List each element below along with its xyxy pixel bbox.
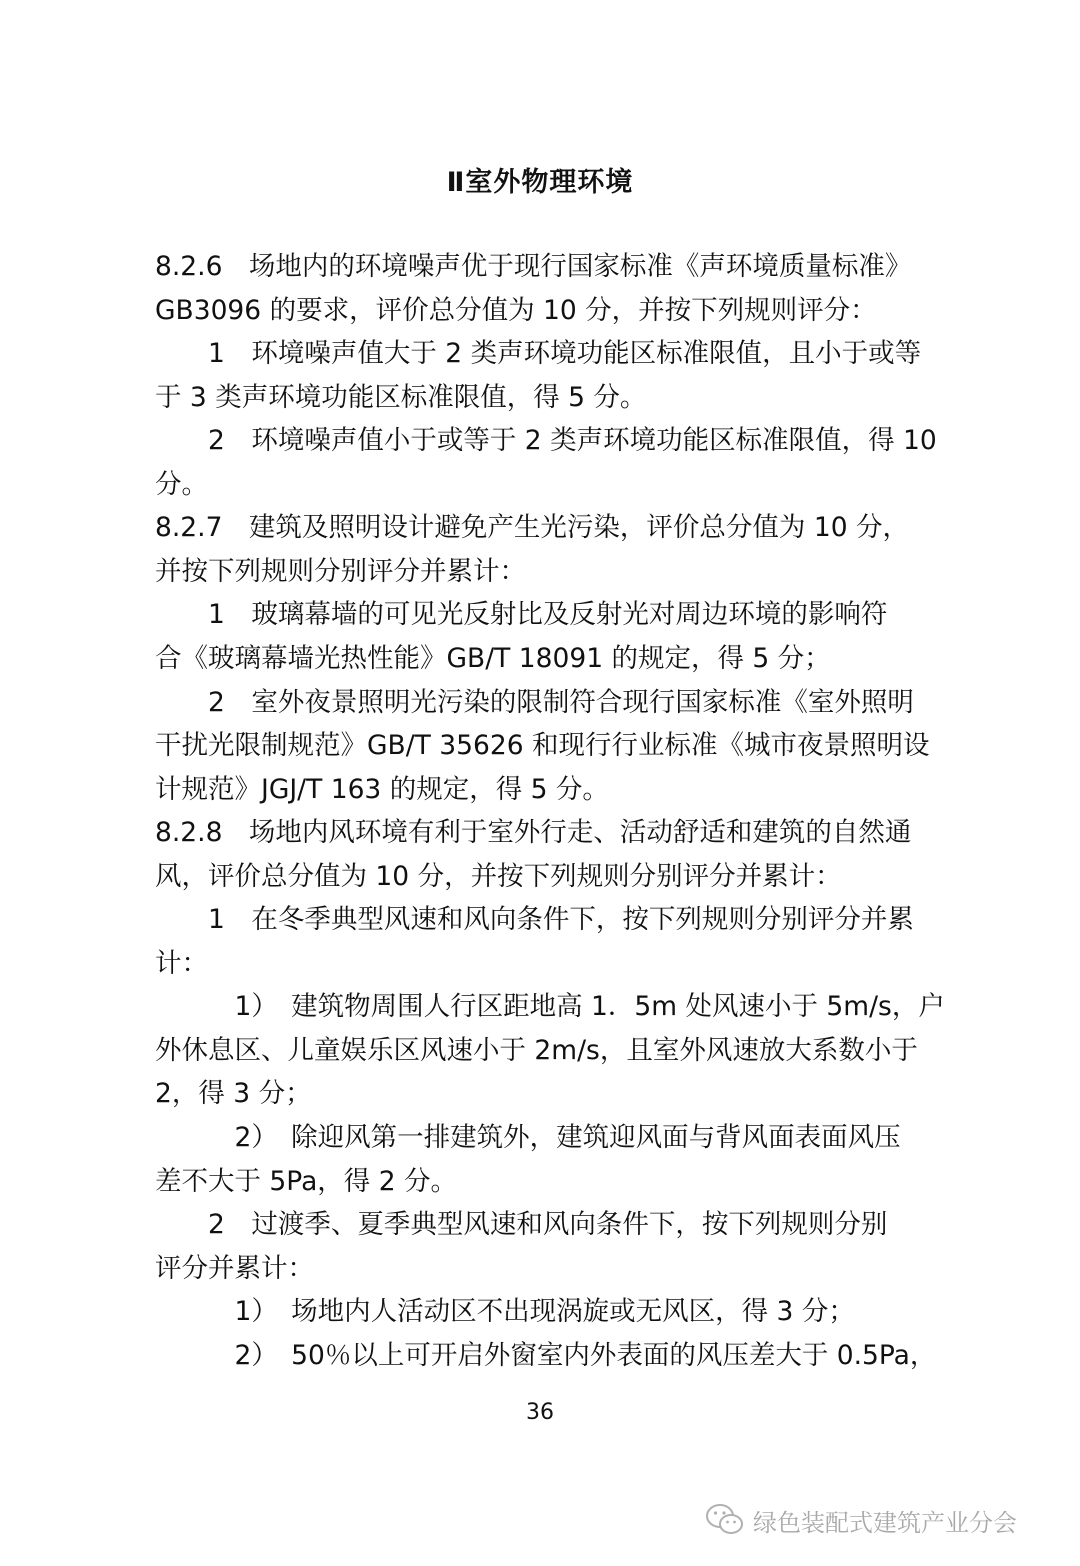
text-line: 计规范》JGJ/T 163 的规定，得 5 分。 bbox=[155, 774, 609, 805]
text-line: 于 3 类声环境功能区标准限值，得 5 分。 bbox=[155, 382, 647, 413]
text-line: 外休息区、儿童娱乐区风速小于 2m/s，且室外风速放大系数小于 bbox=[155, 1035, 918, 1066]
text-line: 1 在冬季典型风速和风向条件下，按下列规则分别评分并累 bbox=[155, 904, 914, 935]
text-line: 评分并累计： bbox=[155, 1253, 314, 1284]
text-line: 计： bbox=[155, 948, 208, 979]
text-line: 合《玻璃幕墙光热性能》GB/T 18091 的规定，得 5 分； bbox=[155, 643, 831, 674]
watermark-text: 绿色装配式建筑产业分会 bbox=[753, 1508, 1017, 1537]
text-line: 2） 50％以上可开启外窗室内外表面的风压差大于 0.5Pa， bbox=[155, 1340, 937, 1371]
text-line: 2 环境噪声值小于或等于 2 类声环境功能区标准限值，得 10 bbox=[155, 425, 937, 456]
text-line: 干扰光限制规范》GB/T 35626 和现行行业标准《城市夜景照明设 bbox=[155, 730, 930, 761]
text-line: 差不大于 5Pa，得 2 分。 bbox=[155, 1166, 458, 1197]
text-line: 8.2.6 场地内的环境噪声优于现行国家标准《声环境质量标准》 bbox=[155, 251, 912, 282]
text-line: 8.2.7 建筑及照明设计避免产生光污染，评价总分值为 10 分， bbox=[155, 512, 909, 543]
watermark bbox=[705, 1500, 1017, 1540]
text-line: 1 玻璃幕墙的可见光反射比及反射光对周边环境的影响符 bbox=[155, 599, 888, 630]
text-line: 1） 建筑物周围人行区距地高 1．5m 处风速小于 5m/s，户 bbox=[155, 991, 945, 1022]
text-line: 分。 bbox=[155, 469, 208, 500]
text-line: 2 室外夜景照明光污染的限制符合现行国家标准《室外照明 bbox=[155, 687, 914, 718]
section-title: Ⅱ室外物理环境 bbox=[446, 167, 634, 198]
text-line: 8.2.8 场地内风环境有利于室外行走、活动舒适和建筑的自然通 bbox=[155, 817, 912, 848]
text-line: 2 过渡季、夏季典型风速和风向条件下，按下列规则分别 bbox=[155, 1209, 888, 1240]
wechat-icon bbox=[705, 1503, 745, 1537]
text-line: 1 环境噪声值大于 2 类声环境功能区标准限值，且小于或等 bbox=[155, 338, 922, 369]
text-line: 2） 除迎风第一排建筑外，建筑迎风面与背风面表面风压 bbox=[155, 1122, 901, 1153]
text-line: 2，得 3 分； bbox=[155, 1078, 312, 1109]
text-line: 1） 场地内人活动区不出现涡旋或无风区，得 3 分； bbox=[155, 1296, 855, 1327]
page-number: 36 bbox=[526, 1400, 554, 1425]
text-line: 风，评价总分值为 10 分，并按下列规则分别评分并累计： bbox=[155, 861, 842, 892]
text-line: 并按下列规则分别评分并累计： bbox=[155, 556, 526, 587]
text-line: GB3096 的要求，评价总分值为 10 分，并按下列规则评分： bbox=[155, 295, 877, 326]
